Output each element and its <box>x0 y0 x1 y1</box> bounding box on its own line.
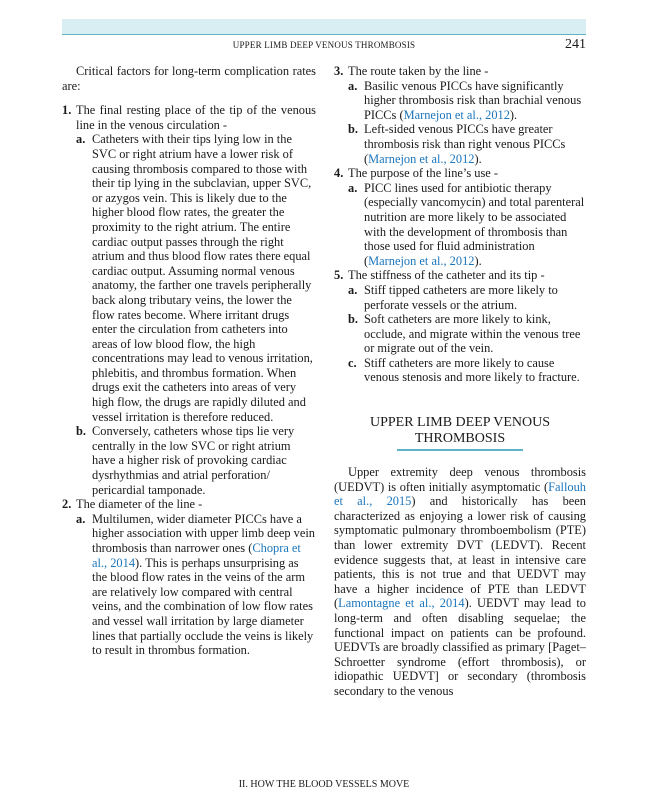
sub-text: Stiff tipped catheters are more likely to perforate vessels or the atrium. <box>364 282 558 312</box>
factor-number: 5. <box>334 268 344 283</box>
sub-text-post: ). <box>474 151 482 166</box>
sub-label: a. <box>76 511 86 526</box>
factor-text: The diameter of the line - <box>76 497 203 512</box>
factor-3b <box>348 122 586 166</box>
factor-4 <box>334 166 586 181</box>
sub-label: a. <box>348 282 358 297</box>
factor-5a <box>348 283 586 312</box>
factor-text: The route taken by the line - <box>348 64 489 78</box>
sub-text-post: ). <box>509 107 518 122</box>
sub-label: c. <box>348 355 357 370</box>
citation-link[interactable]: Chopra et al., 2014 <box>92 541 301 570</box>
factor-1a <box>76 132 316 424</box>
sub-text-pre: Left-sided venous PICCs have greater thrombosis risk than right venous PICCs ( <box>364 122 566 166</box>
citation-link[interactable]: Marnejon et al., 2012 <box>368 151 475 166</box>
footer-part-title: II. HOW THE BLOOD VESSELS MOVE <box>238 779 410 790</box>
paragraph-text-pre: Upper extremity deep venous thrombosis (UEDVT) is often initially asymptomatic ( <box>334 465 586 494</box>
sub-text-pre: PICC lines used for antibiotic therapy (especially vancomycin) and total parenteral nutrition are more likely to be associated with the development of thrombosis than those used for fluid administration ( <box>364 180 585 268</box>
section-header <box>334 415 586 451</box>
factor-3 <box>334 64 586 79</box>
citation-link[interactable]: Marnejon et al., 2012 <box>403 107 510 122</box>
sub-text-post: ). This is perhaps unsurprising as the blood flow rates in the veins of the arm are relatively low compared with central veins, and the combination of low flow rates and vessel wall irritation by large diameter lines that partially occlude the veins is likely to result in thrombus formation. <box>92 555 314 658</box>
intro-paragraph: Critical factors for long-term complication rates are: <box>62 64 316 93</box>
citation-link[interactable]: Marnejon et al., 2012 <box>368 253 475 268</box>
factor-2 <box>62 497 316 512</box>
factor-text: The purpose of the line’s use - <box>348 166 499 181</box>
factor-2a <box>76 512 316 658</box>
factor-5c <box>348 356 586 385</box>
sub-text: Conversely, catheters whose tips lie very centrally in the low SVC or right atrium have a higher risk of provoking cardiac dysrhythmias and atrial perforation/ pericardial tamponade. <box>92 424 295 497</box>
factor-text: The stiffness of the catheter and its tip - <box>348 268 545 283</box>
sub-text <box>364 122 586 166</box>
factor-5 <box>334 268 586 283</box>
factor-text: The final resting place of the tip of the venous line in the venous circulation - <box>76 103 316 132</box>
sub-label: a. <box>348 78 358 93</box>
factor-3a <box>348 79 586 123</box>
factor-number: 3. <box>334 64 344 78</box>
header-band <box>62 19 586 34</box>
section-body-paragraph <box>334 465 586 699</box>
paragraph-text-mid: ) and historically has been characterized as enjoying a lower risk of causing symptomatic pulmonary thromboembolism (PTE) than lower extremity DVT (LEDVT). Recent evidence suggests that, at least in intensive care patients, this is not true and that UEDVT may have a higher incidence of PTE than LEDVT ( <box>334 494 587 611</box>
header-rule <box>62 34 586 35</box>
sub-text <box>364 181 586 269</box>
sub-text: Soft catheters are more likely to kink, occlude, and migrate within the venous tree or migrate out of the vein. <box>364 312 581 356</box>
sub-text-post: ). <box>474 253 482 268</box>
sub-label: b. <box>348 122 358 137</box>
factor-1 <box>62 103 316 132</box>
left-column <box>62 64 316 658</box>
right-column <box>334 64 586 699</box>
factor-1b <box>76 424 316 497</box>
sub-label: b. <box>76 424 86 439</box>
page-number: 241 <box>565 37 586 52</box>
section-heading-rule <box>397 449 523 451</box>
factor-number: 2. <box>62 497 72 512</box>
factor-number: 4. <box>334 166 344 181</box>
section-heading-line2: THROMBOSIS <box>414 431 506 447</box>
factor-4a <box>348 181 586 269</box>
sub-text <box>92 512 316 658</box>
sub-text-pre: Multilumen, wider diameter PICCs have a higher association with upper limb deep vein thrombosis than narrower ones ( <box>92 511 315 555</box>
citation-link[interactable]: Lamontagne et al., 2014 <box>338 596 465 611</box>
paragraph-text-post: ). UEDVT may lead to long-term and often disabling sequelae; the functional impact on patients can be profound. UEDVTs are broadly classified as primary [Paget–Schroetter syndrome (effort thrombosis), or idiopathic UEDVT] or secondary (thrombosis secondary to the venous <box>334 596 586 698</box>
factor-number: 1. <box>62 103 72 118</box>
sub-text: Stiff catheters are more likely to cause venous stenosis and more likely to fracture. <box>364 355 580 385</box>
sub-text: Catheters with their tips lying low in the SVC or right atrium have a lower risk of causing thrombosis compared to those with their tip lying in the subclavian, upper SVC, or azygos vein. This is likely due to the higher blood flow rates, the greater the proximity to the right atrium. The entire cardiac output passes through the right atrium and thus blood flow rates there equal cardiac output. Assuming normal venous anatomy, the farther one travels peripherally back along tributary veins, the lower the flow rates become. Where irritant drugs enter the circulation from catheters into areas of low blood flow, the high concentrations may lead to venous irritation, phlebitis, and thrombus formation. When drugs exit the catheters into areas of very high flow, the drugs are rapidly diluted and vessel irritation is therefore reduced. <box>92 132 313 424</box>
sub-text-pre: Basilic venous PICCs have significantly higher thrombosis risk than brachial venous PICCs ( <box>364 78 582 122</box>
sub-label: a. <box>76 132 86 147</box>
sub-text <box>364 79 586 123</box>
factor-5b <box>348 312 586 356</box>
running-title: UPPER LIMB DEEP VENOUS THROMBOSIS <box>232 40 416 50</box>
sub-label: b. <box>348 312 358 327</box>
citation-link[interactable]: Fallouh et al., 2015 <box>334 479 586 509</box>
sub-label: a. <box>348 180 358 195</box>
section-heading-line1: UPPER LIMB DEEP VENOUS <box>369 415 551 431</box>
